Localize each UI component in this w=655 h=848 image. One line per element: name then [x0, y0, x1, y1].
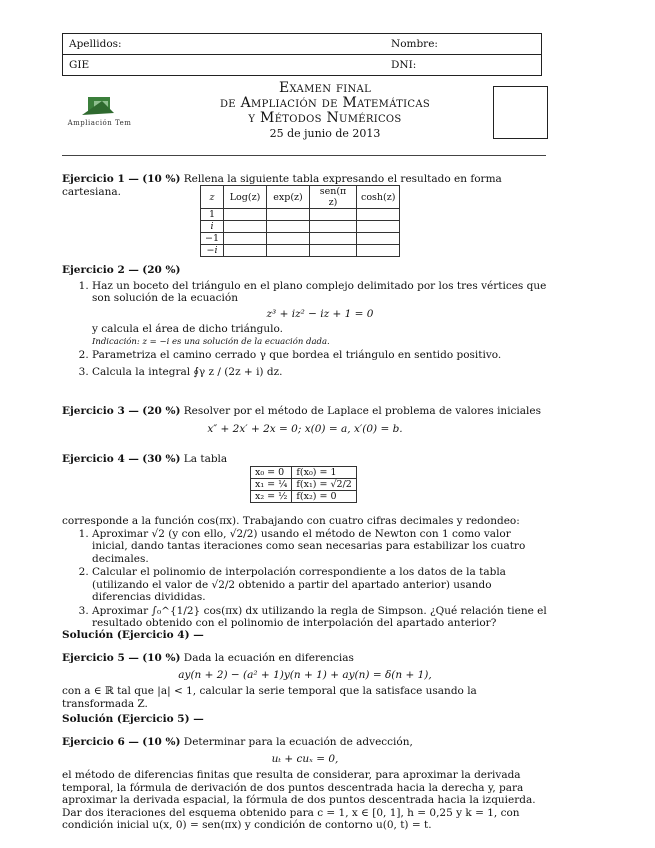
col-header: cosh(z) — [357, 186, 400, 209]
ex3-percent: (20 %) — [142, 405, 181, 417]
exercise-4 — [62, 453, 548, 466]
answer-cell[interactable] — [310, 233, 357, 245]
table-row — [201, 233, 400, 245]
table-cell: f(x₀) = 1 — [292, 467, 356, 479]
table-cell: x₁ = ¼ — [251, 479, 292, 491]
col-header: exp(z) — [267, 186, 310, 209]
ex5-heading: Ejercicio 5 — — [62, 652, 139, 664]
ex4-after: corresponde a la función cos(πx). Trabajando con cuatro cifras decimales y redondeo: — [62, 515, 520, 527]
exercise-2 — [62, 264, 548, 379]
solution-4-heading: Solución (Ejercicio 4) — — [62, 629, 204, 641]
answer-cell[interactable] — [224, 245, 267, 257]
table-row — [251, 479, 357, 491]
answer-cell[interactable] — [267, 221, 310, 233]
ex4-list — [62, 528, 548, 630]
solution-5-heading: Solución (Ejercicio 5) — — [62, 713, 204, 725]
answer-cell[interactable] — [224, 221, 267, 233]
exercise-4-body — [62, 515, 548, 631]
ex1-table — [200, 185, 400, 257]
table-cell: f(x₂) = 0 — [292, 491, 356, 503]
ex2-percent: (20 %) — [142, 264, 181, 276]
ex2-equation: z³ + iz² − iz + 1 = 0 — [266, 307, 374, 320]
ex6-percent: (10 %) — [142, 736, 181, 748]
col-header: z — [201, 186, 224, 209]
answer-cell[interactable] — [310, 209, 357, 221]
ex2-list — [62, 280, 548, 379]
ex1-heading: Ejercicio 1 — — [62, 173, 139, 185]
table-row — [201, 221, 400, 233]
ex4-text: La tabla — [183, 453, 228, 465]
answer-cell[interactable] — [357, 221, 400, 233]
list-item — [92, 366, 548, 379]
ex5-after: con a ∈ ℝ tal que |a| < 1, calcular la serie temporal que la satisface usando la transformada Z. — [62, 685, 477, 710]
title-line-1: Examen final — [278, 80, 372, 96]
ex4-item2: Calcular el polinomio de interpolación correspondiente a los datos de la tabla (utilizando el valor de √2/2 obtenido a partir del apartado anterior) usando diferencias divididas. — [92, 566, 506, 603]
ex2-item2: Parametriza el camino cerrado γ que bordea el triángulo en sentido positivo. — [92, 349, 502, 361]
row-label: i — [201, 221, 224, 233]
ex4-table — [250, 466, 357, 503]
divider — [62, 155, 546, 156]
ex6-after: el método de diferencias finitas que resulta de considerar, para aproximar la derivada temporal, la fórmula de derivación de dos puntos descentrada hacia la derecha y, para aproximar la derivada espacial, la fórmula de dos puntos descentrada hacia la izquierda. Dar dos iteraciones del esquema obtenido para c = 1, x ∈ [0, 1], h = 0,25 y k = 1, con condición inicial u(x, 0) = sen(πx) y condición de contorno u(0, t) = t. — [62, 769, 536, 831]
apellidos-label: Apellidos: — [69, 38, 122, 50]
ex3-heading: Ejercicio 3 — — [62, 405, 139, 417]
ex2-heading: Ejercicio 2 — — [62, 264, 139, 276]
table-row — [201, 209, 400, 221]
ex2-hint: Indicación: z = −i es una solución de la ecuación dada. — [92, 336, 330, 347]
table-cell: x₂ = ½ — [251, 491, 292, 503]
col-header: sen(π z) — [310, 186, 357, 209]
ex1-text: Rellena la siguiente tabla expresando el resultado en forma cartesiana. — [62, 173, 502, 198]
ex4-percent: (30 %) — [142, 453, 181, 465]
answer-cell[interactable] — [310, 221, 357, 233]
nombre-label: Nombre: — [391, 38, 438, 50]
ex2-item1b: y calcula el área de dicho triángulo. — [92, 323, 283, 335]
exercise-5 — [62, 652, 548, 710]
answer-cell[interactable] — [357, 209, 400, 221]
ex4-heading: Ejercicio 4 — — [62, 453, 139, 465]
ex4-table-wrap — [250, 466, 357, 503]
list-item — [92, 605, 548, 630]
table-header-row — [201, 186, 400, 209]
ex2-item3: Calcula la integral ∮γ z / (2z + i) dz. — [92, 365, 283, 378]
table-row — [201, 245, 400, 257]
list-item — [92, 349, 548, 362]
row-label: −i — [201, 245, 224, 257]
table-row — [251, 467, 357, 479]
list-item — [92, 280, 548, 349]
ex4-item1: Aproximar √2 (y con ello, √2/2) usando el método de Newton con 1 como valor inicial, dando tantas iteraciones como sean necesarias para estabilizar los cuatro decimales. — [92, 527, 526, 565]
answer-cell[interactable] — [357, 233, 400, 245]
logo-icon — [62, 95, 137, 119]
exercise-6 — [62, 736, 548, 832]
answer-cell[interactable] — [267, 233, 310, 245]
ex1-percent: (10 %) — [142, 173, 181, 185]
ex6-heading: Ejercicio 6 — — [62, 736, 139, 748]
table-cell: f(x₁) = √2/2 — [292, 479, 356, 491]
ex3-text: Resolver por el método de Laplace el problema de valores iniciales — [183, 405, 542, 417]
gie-label: GIE — [69, 59, 90, 71]
student-info-box — [62, 33, 542, 76]
list-item — [92, 566, 548, 604]
answer-cell[interactable] — [310, 245, 357, 257]
answer-cell[interactable] — [224, 209, 267, 221]
exam-date: 25 de junio de 2013 — [269, 127, 381, 140]
ex1-table-wrap — [200, 185, 400, 257]
row-label: 1 — [201, 209, 224, 221]
ex5-equation: ay(n + 2) − (a² + 1)y(n + 1) + ay(n) = δ(n + 1), — [178, 668, 432, 681]
ex2-item1: Haz un boceto del triángulo en el plano complejo delimitado por los tres vértices que son solución de la ecuación — [92, 279, 547, 304]
university-logo — [62, 95, 137, 127]
col-header: Log(z) — [224, 186, 267, 209]
ex4-item3: Aproximar ∫₀^{1/2} cos(πx) dx utilizando la regla de Simpson. ¿Qué relación tiene el resultado obtenido con el polinomio de interpolación del apartado anterior? — [92, 604, 547, 629]
answer-cell[interactable] — [267, 209, 310, 221]
exam-title — [190, 81, 460, 141]
dni-label: DNI: — [391, 59, 417, 71]
table-cell: x₀ = 0 — [251, 467, 292, 479]
title-line-3: y Métodos Numéricos — [248, 110, 402, 126]
list-item — [92, 528, 548, 566]
grade-box — [493, 86, 548, 139]
answer-cell[interactable] — [357, 245, 400, 257]
row-label: −1 — [201, 233, 224, 245]
ex5-text: Dada la ecuación en diferencias — [183, 652, 354, 664]
answer-cell[interactable] — [224, 233, 267, 245]
table-row — [251, 491, 357, 503]
exercise-3 — [62, 405, 548, 435]
ex6-text: Determinar para la ecuación de advección, — [183, 736, 413, 748]
logo-text: Ampliación Tem — [67, 119, 132, 127]
ex3-equation: x″ + 2x′ + 2x = 0; x(0) = a, x′(0) = b. — [207, 422, 403, 435]
ex5-percent: (10 %) — [142, 652, 181, 664]
answer-cell[interactable] — [267, 245, 310, 257]
ex6-equation: uₜ + cuₓ = 0, — [271, 752, 339, 765]
title-line-2: de Ampliación de Matemáticas — [219, 95, 431, 111]
